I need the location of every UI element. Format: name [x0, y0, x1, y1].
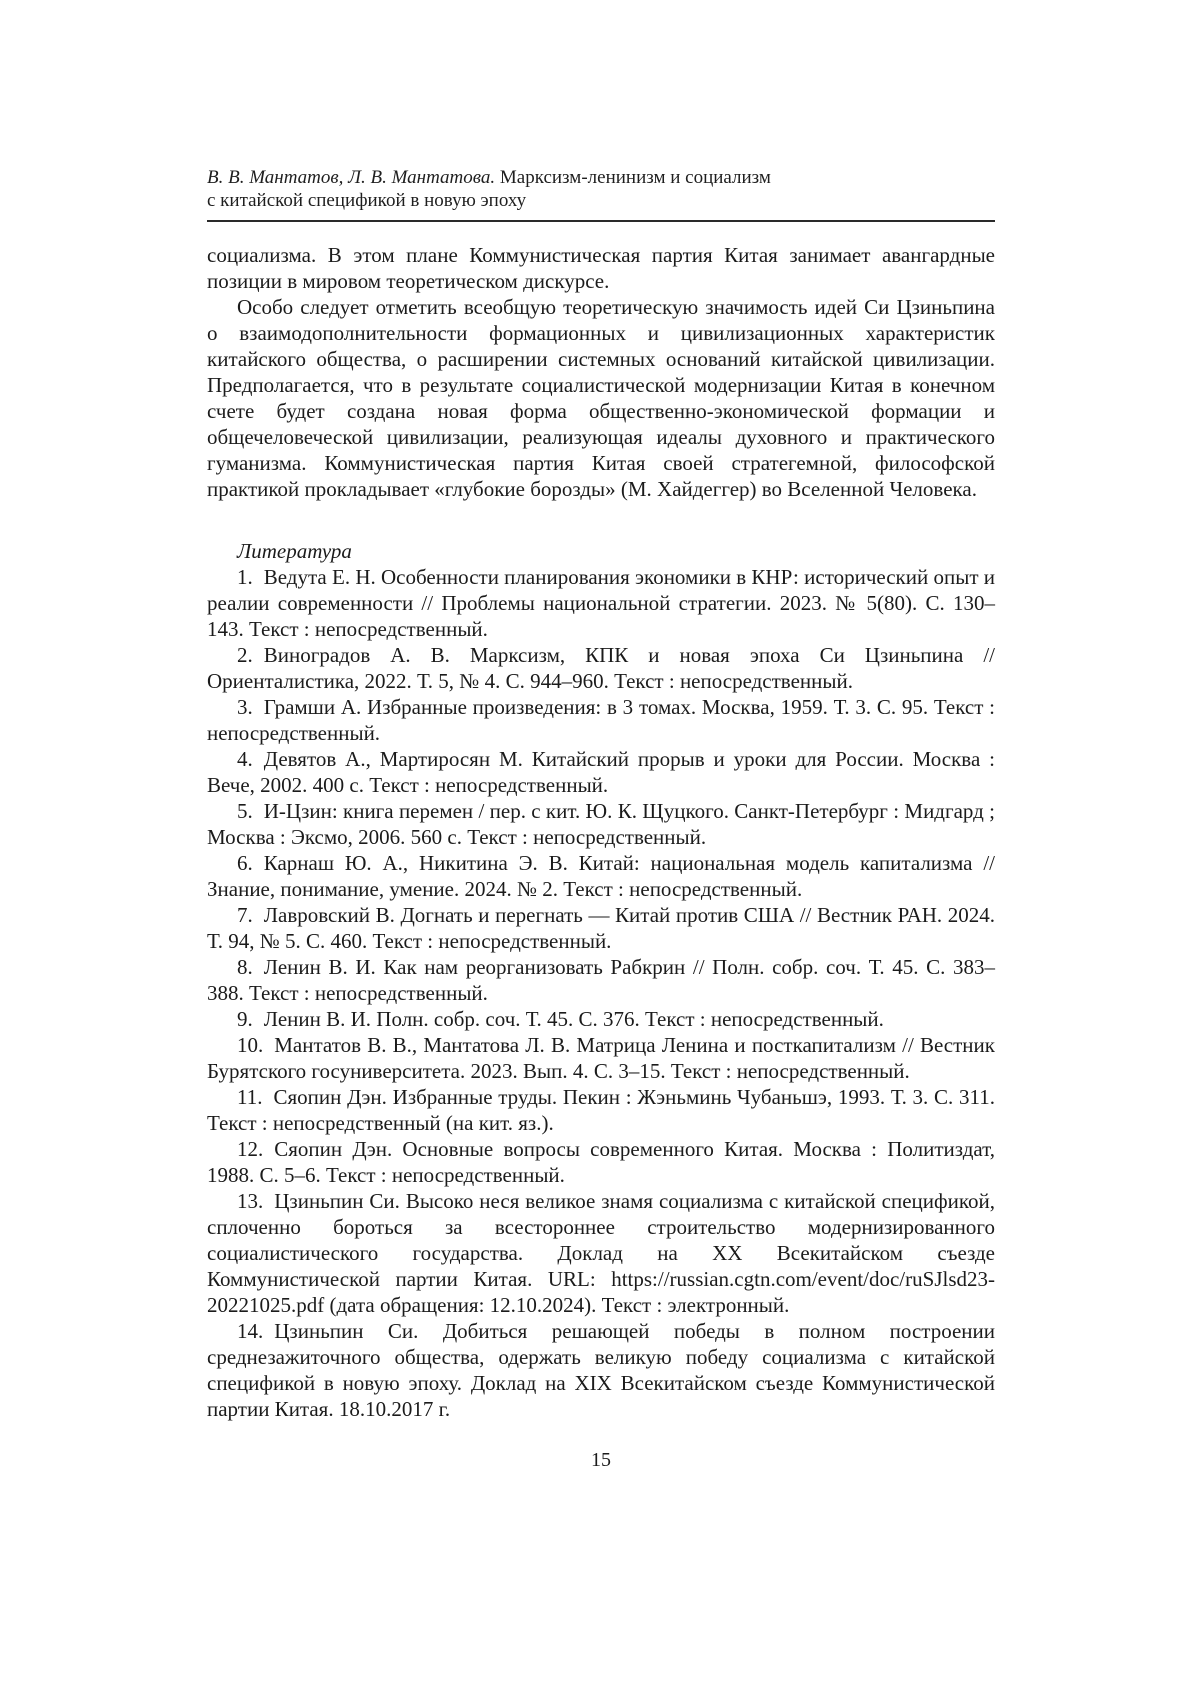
reference-text: Цзиньпин Си. Добиться решающей победы в полном построении среднезажиточного общества, одержать великую победу социализма с китайской спецификой в новую эпоху. Доклад на XIX Всекитайском съезде Коммунистической партии Китая. 18.10.2017 г. [207, 1319, 995, 1421]
reference-number: 14. [237, 1319, 264, 1343]
reference-text: Карнаш Ю. А., Никитина Э. В. Китай: национальная модель капитализма // Знание, понимание, умение. 2024. № 2. Текст : непосредственный. [207, 851, 995, 901]
body-paragraph: Особо следует отметить всеобщую теоретическую значимость идей Си Цзиньпина о взаимодополнительности формационных и цивилизационных характеристик китайского общества, о расширении системных оснований китайской цивилизации. Предполагается, что в результате социалистической модернизации Китая в конечном счете будет создана новая форма общественно-экономической формации и общечеловеческой цивилизации, реализующая идеалы духовного и практического гуманизма. Коммунистическая партия Китая своей стратегемной, философской практикой прокладывает «глубокие борозды» (М. Хайдеггер) во Вселенной Человека. [207, 295, 995, 501]
reference-item [207, 694, 995, 746]
reference-item [207, 1188, 995, 1318]
reference-text: Грамши А. Избранные произведения: в 3 томах. Москва, 1959. Т. 3. С. 95. Текст : непосредственный. [207, 695, 995, 745]
running-header-authors: В. В. Мантатов, Л. В. Мантатова. [207, 167, 496, 188]
reference-number: 3. [237, 695, 253, 719]
reference-item [207, 850, 995, 902]
reference-item [207, 1032, 995, 1084]
article-body [207, 242, 995, 502]
reference-number: 8. [237, 955, 253, 979]
header-divider [207, 220, 995, 222]
reference-text: Мантатов В. В., Мантатова Л. В. Матрица Ленина и посткапитализм // Вестник Бурятского госуниверситета. 2023. Вып. 4. С. 3–15. Текст : непосредственный. [207, 1033, 995, 1083]
running-header-title: Марксизм-ленинизм и социализм [495, 167, 771, 188]
reference-item [207, 1084, 995, 1136]
reference-number: 2. [237, 643, 253, 667]
reference-item [207, 1006, 995, 1032]
reference-item [207, 902, 995, 954]
reference-item [207, 564, 995, 642]
reference-text: Ленин В. И. Как нам реорганизовать Рабкрин // Полн. собр. соч. Т. 45. С. 383–388. Текст : непосредственный. [207, 955, 995, 1005]
reference-number: 9. [237, 1007, 253, 1031]
page-content [207, 166, 995, 1473]
reference-number: 10. [237, 1033, 264, 1057]
reference-number: 5. [237, 799, 253, 823]
reference-text: Лавровский В. Догнать и перегнать — Китай против США // Вестник РАН. 2024. Т. 94, № 5. С. 460. Текст : непосредственный. [207, 903, 995, 953]
reference-item [207, 746, 995, 798]
reference-item [207, 798, 995, 850]
reference-text: Ведута Е. Н. Особенности планирования экономики в КНР: исторический опыт и реалии современности // Проблемы национальной стратегии. 2023. № 5(80). С. 130–143. Текст : непосредственный. [207, 565, 995, 641]
reference-number: 12. [237, 1137, 264, 1161]
reference-text: И-Цзин: книга перемен / пер. с кит. Ю. К. Щуцкого. Санкт-Петербург : Мидгард ; Москва : Эксмо, 2006. 560 с. Текст : непосредственный. [207, 799, 995, 849]
reference-text: Девятов А., Мартиросян М. Китайский прорыв и уроки для России. Москва : Вече, 2002. 400 с. Текст : непосредственный. [207, 747, 995, 797]
body-paragraph: социализма. В этом плане Коммунистическая партия Китая занимает авангардные позиции в мировом теоретическом дискурсе. [207, 243, 995, 293]
reference-item [207, 1318, 995, 1422]
reference-number: 6. [237, 851, 253, 875]
reference-number: 13. [237, 1189, 264, 1213]
reference-text: Виноградов А. В. Марксизм, КПК и новая эпоха Си Цзиньпина // Ориенталистика, 2022. Т. 5, № 4. С. 944–960. Текст : непосредственный. [207, 643, 995, 693]
page-number: 15 [591, 1449, 611, 1471]
reference-item [207, 642, 995, 694]
reference-number: 7. [237, 903, 253, 927]
literature-heading: Литература [237, 539, 352, 563]
reference-number: 11. [237, 1085, 263, 1109]
reference-number: 4. [237, 747, 253, 771]
reference-item [207, 954, 995, 1006]
reference-text: Сяопин Дэн. Избранные труды. Пекин : Жэньминь Чубаньшэ, 1993. Т. 3. С. 311. Текст : непосредственный (на кит. яз.). [207, 1085, 995, 1135]
reference-text: Цзиньпин Си. Высоко неся великое знамя социализма с китайской спецификой, сплоченно бороться за всестороннее строительство модернизированного социалистического государства. Доклад на XX Всекитайском съезде Коммунистической партии Китая. URL: https://russian.cgtn.com/event/doc/ruSJlsd23-20221025.pdf (дата обращения: 12.10.2024). Текст : электронный. [207, 1189, 995, 1317]
reference-text: Ленин В. И. Полн. собр. соч. Т. 45. С. 376. Текст : непосредственный. [263, 1007, 884, 1031]
reference-list [207, 564, 995, 1422]
running-header [207, 166, 995, 212]
running-header-title-line2: с китайской спецификой в новую эпоху [207, 190, 527, 211]
reference-number: 1. [237, 565, 253, 589]
reference-text: Сяопин Дэн. Основные вопросы современного Китая. Москва : Политиздат, 1988. С. 5–6. Текст : непосредственный. [207, 1137, 995, 1187]
reference-item [207, 1136, 995, 1188]
